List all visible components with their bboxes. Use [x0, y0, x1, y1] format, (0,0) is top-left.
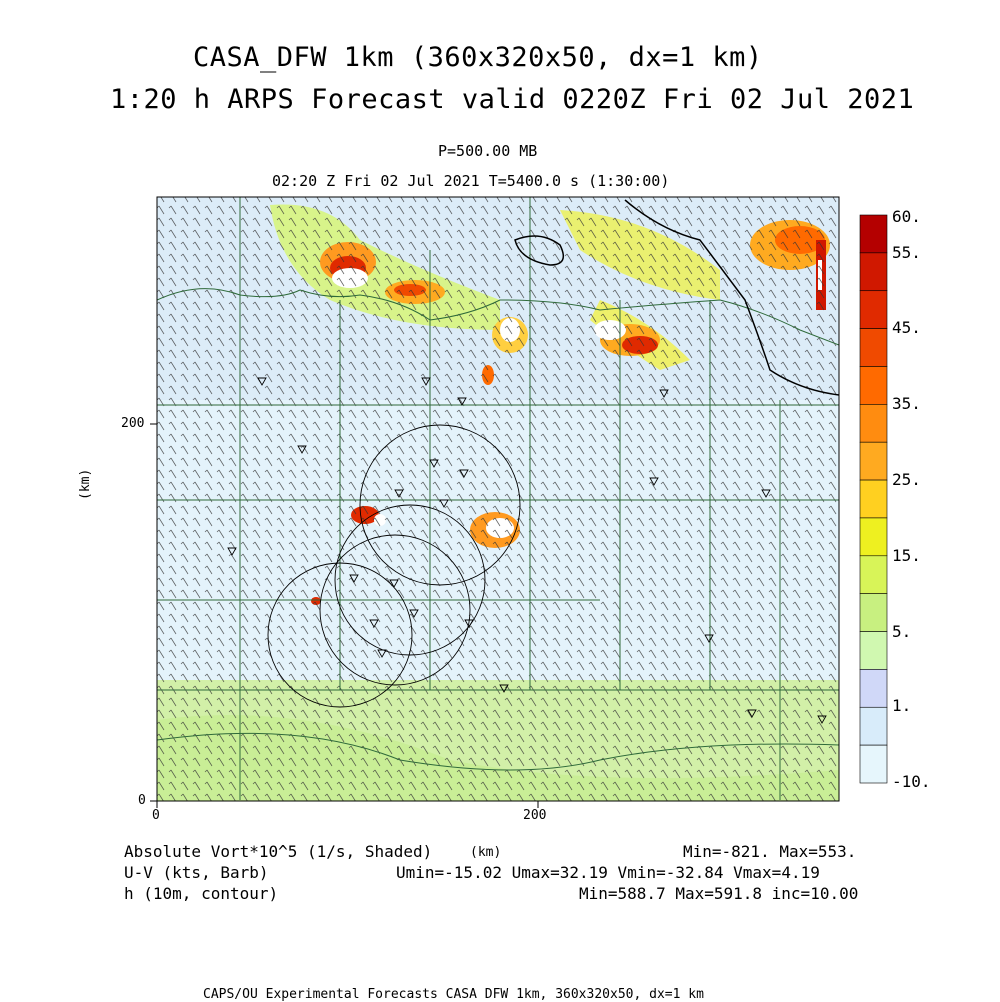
- valid-time: 02:20 Z Fri 02 Jul 2021 T=5400.0 s (1:30:00): [272, 172, 670, 190]
- colorbar-segment: [860, 215, 887, 253]
- colorbar-segment: [860, 253, 887, 291]
- colorbar-segment: [860, 632, 887, 670]
- vorticity-field-label: Absolute Vort*10^5 (1/s, Shaded): [124, 842, 433, 861]
- height-field-label: h (10m, contour): [124, 884, 279, 903]
- colorbar-label: 55.: [892, 243, 921, 262]
- colorbar-segment: [860, 594, 887, 632]
- colorbar-segment: [860, 366, 887, 404]
- credit-line: CAPS/OU Experimental Forecasts CASA DFW 1km, 360x320x50, dx=1 km: [203, 987, 704, 1002]
- colorbar-segment: [860, 442, 887, 480]
- x-tick-0: 0: [152, 808, 160, 823]
- wind-field-label: U-V (kts, Barb): [124, 863, 269, 882]
- x-axis-unit-label: (km): [470, 845, 502, 860]
- title-line-2: 1:20 h ARPS Forecast valid 0220Z Fri 02 Jul 2021: [110, 84, 915, 115]
- height-stats: Min=588.7 Max=591.8 inc=10.00: [579, 884, 859, 903]
- colorbar-segment: [860, 669, 887, 707]
- colorbar-segment: [860, 707, 887, 745]
- vorticity-shading: [157, 197, 839, 801]
- y-axis-unit-label: (km): [78, 468, 93, 500]
- colorbar-label: 35.: [892, 394, 921, 413]
- colorbar-segment: [860, 518, 887, 556]
- pressure-level: P=500.00 MB: [438, 142, 538, 160]
- colorbar-label: 60.: [892, 207, 921, 226]
- colorbar: [860, 215, 887, 783]
- colorbar-label: -10.: [892, 772, 931, 791]
- y-tick-0: 0: [138, 793, 146, 808]
- colorbar-segment: [860, 329, 887, 367]
- vorticity-stats: Min=-821. Max=553.: [683, 842, 857, 861]
- colorbar-label: 5.: [892, 622, 912, 641]
- colorbar-segment: [860, 404, 887, 442]
- colorbar-segment: [860, 291, 887, 329]
- colorbar-label: 25.: [892, 470, 921, 489]
- colorbar-segment: [860, 745, 887, 783]
- x-tick-200: 200: [523, 808, 547, 823]
- colorbar-label: 45.: [892, 318, 921, 337]
- colorbar-segment: [860, 480, 887, 518]
- y-tick-200: 200: [121, 416, 145, 431]
- wind-stats: Umin=-15.02 Umax=32.19 Vmin=-32.84 Vmax=4.19: [396, 863, 820, 882]
- colorbar-label: 1.: [892, 696, 912, 715]
- colorbar-segment: [860, 556, 887, 594]
- colorbar-label: 15.: [892, 546, 921, 565]
- title-line-1: CASA_DFW 1km (360x320x50, dx=1 km): [193, 42, 763, 73]
